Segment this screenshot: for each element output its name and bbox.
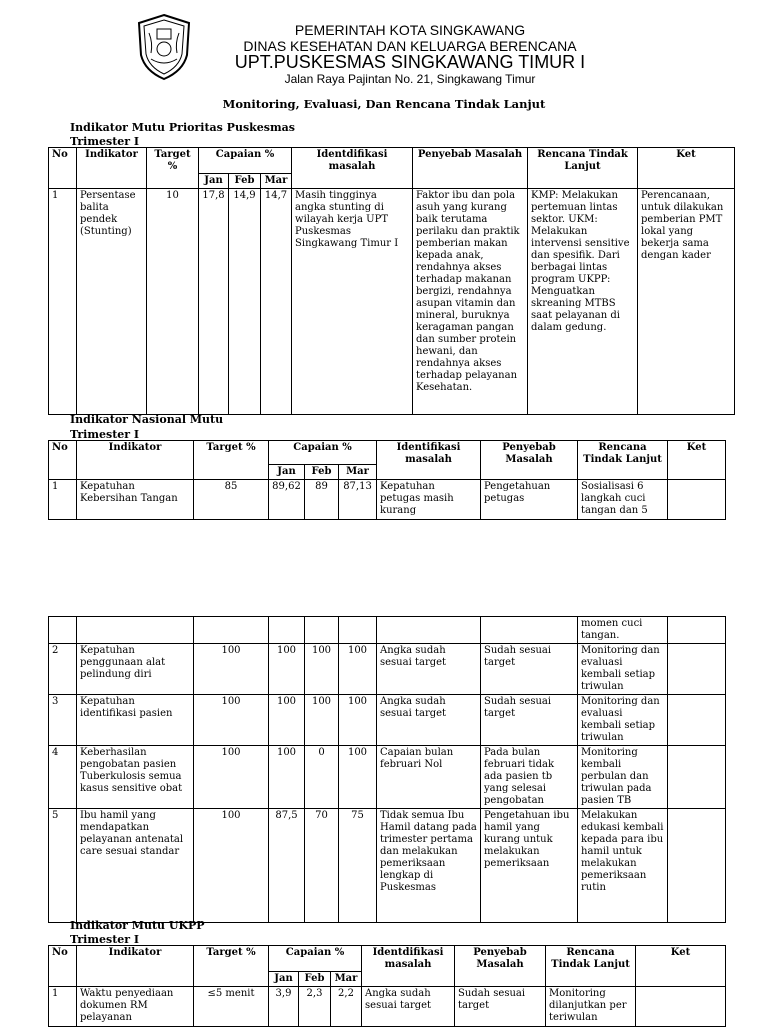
cell-mar: 2,2 bbox=[331, 987, 362, 1027]
cell-mar: 100 bbox=[339, 695, 377, 746]
cell-no: 4 bbox=[49, 746, 77, 809]
col-ket: Ket bbox=[668, 441, 726, 480]
col-capaian: Capaian % bbox=[269, 946, 362, 972]
col-jan: Jan bbox=[269, 465, 305, 480]
cell-feb: 2,3 bbox=[299, 987, 331, 1027]
cell-penyebab: Sudah sesuai target bbox=[481, 644, 578, 695]
cell-feb: 70 bbox=[305, 809, 339, 923]
table-row bbox=[49, 644, 726, 695]
cell-indikator: Keberhasilan pengobatan pasien Tuberkulosis semua kasus sensitive obat bbox=[77, 746, 194, 809]
col-mar: Mar bbox=[339, 465, 377, 480]
col-target: Target % bbox=[147, 148, 199, 189]
cell-target: 100 bbox=[194, 746, 269, 809]
cell-no: 1 bbox=[49, 987, 77, 1027]
cell-mar: 87,13 bbox=[339, 480, 377, 520]
cell-rencana: Monitoring dan evaluasi kembali setiap triwulan bbox=[578, 695, 668, 746]
cell-mar: 100 bbox=[339, 644, 377, 695]
cell-no: 2 bbox=[49, 644, 77, 695]
col-mar: Mar bbox=[331, 972, 362, 987]
cell-target: 10 bbox=[147, 189, 199, 415]
cell-penyebab: Pengetahuan ibu hamil yang kurang untuk melakukan pemeriksaan bbox=[481, 809, 578, 923]
col-indikator: Indikator bbox=[77, 148, 147, 189]
cell-feb: 0 bbox=[305, 746, 339, 809]
col-no: No bbox=[49, 148, 77, 189]
cell-rencana: Monitoring dilanjutkan per teriwulan bbox=[546, 987, 636, 1027]
table-row bbox=[49, 189, 735, 415]
table-row bbox=[49, 987, 726, 1027]
col-feb: Feb bbox=[299, 972, 331, 987]
cell-feb: 14,9 bbox=[229, 189, 261, 415]
cell-feb: 100 bbox=[305, 644, 339, 695]
col-feb: Feb bbox=[229, 174, 261, 189]
section3-heading: Indikator Mutu UKPP bbox=[70, 919, 205, 932]
cell-identifikasi: Angka sudah sesuai target bbox=[377, 695, 481, 746]
col-ket: Ket bbox=[636, 946, 726, 987]
header-address: Jalan Raya Pajintan No. 21, Singkawang Timur bbox=[284, 72, 536, 86]
col-capaian: Capaian % bbox=[269, 441, 377, 465]
cell-target: 100 bbox=[194, 644, 269, 695]
section1-heading: Indikator Mutu Prioritas Puskesmas bbox=[70, 121, 295, 134]
cell-feb: 100 bbox=[305, 695, 339, 746]
national-indicator-table-part1 bbox=[48, 440, 726, 520]
cell-identifikasi: Capaian bulan februari Nol bbox=[377, 746, 481, 809]
col-penyebab: Penyebab Masalah bbox=[481, 441, 578, 480]
cell-ket: Perencanaan, untuk dilakukan pemberian PMT lokal yang bekerja sama dengan kader bbox=[638, 189, 735, 415]
table-row bbox=[49, 746, 726, 809]
section3-trimester: Trimester I bbox=[70, 933, 140, 946]
col-ket: Ket bbox=[638, 148, 735, 189]
header-department: DINAS KESEHATAN DAN KELUARGA BERENCANA bbox=[243, 38, 577, 54]
col-no: No bbox=[49, 946, 77, 987]
col-identifikasi: Identdifikasi masalah bbox=[292, 148, 413, 189]
cell-no: 3 bbox=[49, 695, 77, 746]
header-institution: UPT.PUSKESMAS SINGKAWANG TIMUR I bbox=[234, 52, 586, 72]
table-row bbox=[49, 617, 726, 644]
cell-rencana: KMP: Melakukan pertemuan lintas sektor. UKM: Melakukan intervensi sensitive dan spesifik. Dari berbagai lintas program UKPP: Menguatkan skreaning MTBS saat pelayanan di dalam gedung. bbox=[528, 189, 638, 415]
cell-mar: 75 bbox=[339, 809, 377, 923]
col-penyebab: Penyebab Masalah bbox=[413, 148, 528, 189]
col-rencana: Rencana Tindak Lanjut bbox=[528, 148, 638, 189]
cell-target: 85 bbox=[194, 480, 269, 520]
cell-indikator: Kepatuhan identifikasi pasien bbox=[77, 695, 194, 746]
cell-indikator: Kepatuhan penggunaan alat pelindung diri bbox=[77, 644, 194, 695]
cell-ket bbox=[636, 987, 726, 1027]
cell-indikator: Ibu hamil yang mendapatkan pelayanan antenatal care sesuai standar bbox=[77, 809, 194, 923]
cell-no: 5 bbox=[49, 809, 77, 923]
cell-mar: 100 bbox=[339, 746, 377, 809]
cell-indikator: Persentase balita pendek (Stunting) bbox=[77, 189, 147, 415]
national-indicator-table-part2 bbox=[48, 616, 726, 923]
ukpp-indicator-table bbox=[48, 945, 726, 1027]
cell-target: 100 bbox=[194, 809, 269, 923]
col-jan: Jan bbox=[199, 174, 229, 189]
cell-indikator: Waktu penyediaan dokumen RM pelayanan bbox=[77, 987, 194, 1027]
cell-identifikasi: Kepatuhan petugas masih kurang bbox=[377, 480, 481, 520]
col-identifikasi: Identifikasi masalah bbox=[377, 441, 481, 480]
col-rencana: Rencana Tindak Lanjut bbox=[546, 946, 636, 987]
cell-rencana: Monitoring dan evaluasi kembali setiap triwulan bbox=[578, 644, 668, 695]
cell-identifikasi: Angka sudah sesuai target bbox=[362, 987, 455, 1027]
cell-jan: 89,62 bbox=[269, 480, 305, 520]
col-capaian: Capaian % bbox=[199, 148, 292, 174]
cell-rencana: Monitoring kembali perbulan dan triwulan pada pasien TB bbox=[578, 746, 668, 809]
cell-ket bbox=[668, 480, 726, 520]
cell-penyebab: Pengetahuan petugas bbox=[481, 480, 578, 520]
cell-penyebab: Faktor ibu dan pola asuh yang kurang baik terutama perilaku dan praktik pemberian makan kepada anak, rendahnya akses terhadap makanan bergizi, rendahnya asupan vitamin dan mineral, buruknya keragaman pangan dan sumber protein hewani, dan rendahnya akses terhadap pelayanan Kesehatan. bbox=[413, 189, 528, 415]
cell-jan: 87,5 bbox=[269, 809, 305, 923]
cell-penyebab: Sudah sesuai target bbox=[455, 987, 546, 1027]
cell-jan: 100 bbox=[269, 695, 305, 746]
cell-no: 1 bbox=[49, 480, 77, 520]
section2-trimester: Trimester I bbox=[70, 428, 140, 441]
cell-target: ≤5 menit bbox=[194, 987, 269, 1027]
cell-identifikasi: Tidak semua Ibu Hamil datang pada trimester pertama dan melakukan pemeriksaan lengkap di Puskesmas bbox=[377, 809, 481, 923]
col-indikator: Indikator bbox=[77, 441, 194, 480]
cell-rencana: Sosialisasi 6 langkah cuci tangan dan 5 bbox=[578, 480, 668, 520]
section2-heading: Indikator Nasional Mutu bbox=[70, 413, 224, 426]
col-jan: Jan bbox=[269, 972, 299, 987]
cell-feb: 89 bbox=[305, 480, 339, 520]
cell-jan: 17,8 bbox=[199, 189, 229, 415]
col-mar: Mar bbox=[261, 174, 292, 189]
col-identifikasi: Identdifikasi masalah bbox=[362, 946, 455, 987]
col-target: Target % bbox=[194, 946, 269, 987]
cell-identifikasi: Angka sudah sesuai target bbox=[377, 644, 481, 695]
cell-indikator: Kepatuhan Kebersihan Tangan bbox=[77, 480, 194, 520]
col-target: Target % bbox=[194, 441, 269, 480]
cell-mar: 14,7 bbox=[261, 189, 292, 415]
col-rencana: Rencana Tindak Lanjut bbox=[578, 441, 668, 480]
cell-penyebab: Pada bulan februari tidak ada pasien tb yang selesai pengobatan bbox=[481, 746, 578, 809]
header-government: PEMERINTAH KOTA SINGKAWANG bbox=[294, 22, 526, 38]
cell-no: 1 bbox=[49, 189, 77, 415]
cell-jan: 100 bbox=[269, 746, 305, 809]
col-feb: Feb bbox=[305, 465, 339, 480]
table-row bbox=[49, 480, 726, 520]
col-indikator: Indikator bbox=[77, 946, 194, 987]
document-title: Monitoring, Evaluasi, Dan Rencana Tindak Lanjut bbox=[222, 97, 546, 111]
cell-identifikasi: Masih tingginya angka stunting di wilayah kerja UPT Puskesmas Singkawang Timur I bbox=[292, 189, 413, 415]
cell-target: 100 bbox=[194, 695, 269, 746]
cell-rencana: Melakukan edukasi kembali kepada para ibu hamil untuk melakukan pemeriksaan rutin bbox=[578, 809, 668, 923]
table-row bbox=[49, 695, 726, 746]
cell-rencana: momen cuci tangan. bbox=[578, 617, 668, 644]
cell-penyebab: Sudah sesuai target bbox=[481, 695, 578, 746]
section1-trimester: Trimester I bbox=[70, 135, 140, 148]
priority-indicator-table bbox=[48, 147, 735, 415]
table-row bbox=[49, 809, 726, 923]
col-penyebab: Penyebab Masalah bbox=[455, 946, 546, 987]
cell-jan: 100 bbox=[269, 644, 305, 695]
cell-jan: 3,9 bbox=[269, 987, 299, 1027]
col-no: No bbox=[49, 441, 77, 480]
